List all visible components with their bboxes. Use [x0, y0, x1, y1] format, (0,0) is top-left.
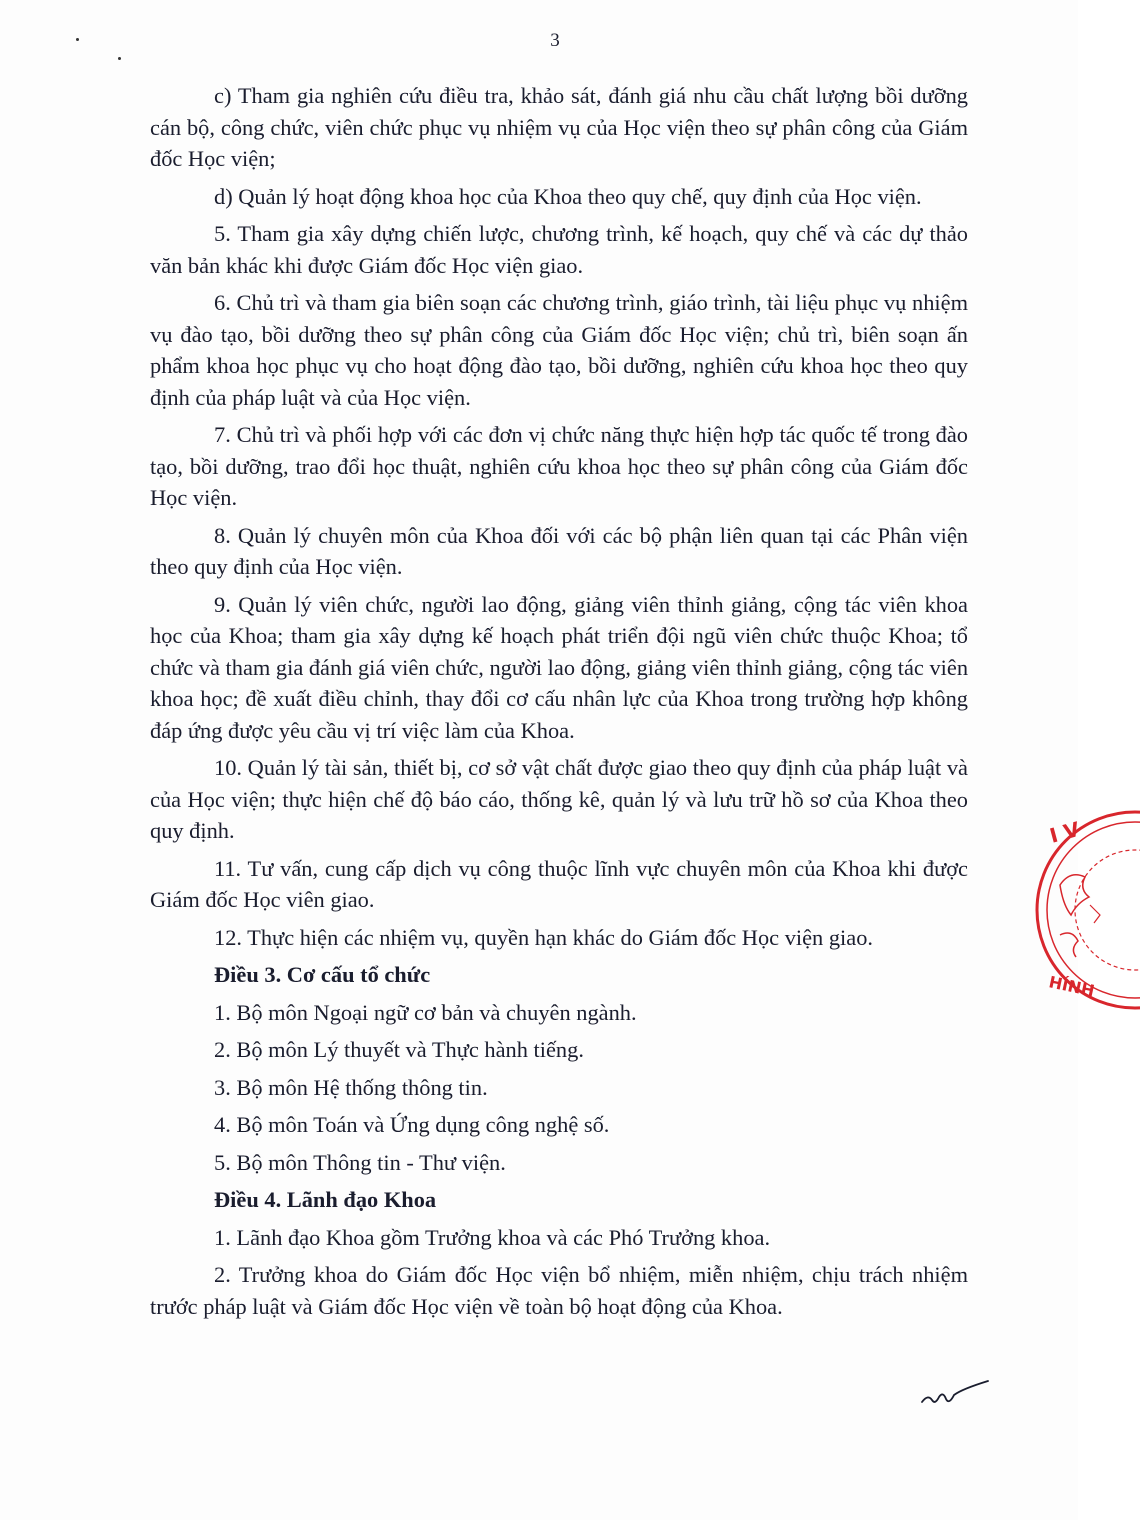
paragraph: 8. Quản lý chuyên môn của Khoa đối với các bộ phận liên quan tại các Phân viện theo quy định của Học viện.	[150, 522, 968, 579]
list-item: 4. Bộ môn Toán và Ứng dụng công nghệ số.	[214, 1112, 610, 1137]
paragraph: 9. Quản lý viên chức, người lao động, giảng viên thỉnh giảng, cộng tác viên khoa học của Khoa; tham gia xây dựng kế hoạch phát triển đội ngũ viên chức thuộc Khoa; tổ chức và tham gia đánh giá viên chức, người lao động, giảng viên thỉnh giảng, cộng tác viên khoa học; đề xuất điều chỉnh, thay đổi cơ cấu nhân lực của Khoa trong trường hợp không đáp ứng được yêu cầu vị trí việc làm của Khoa.	[150, 591, 969, 743]
document-body	[150, 80, 968, 1328]
list-item: 1. Bộ môn Ngoại ngữ cơ bản và chuyên ngành.	[214, 999, 637, 1025]
red-seal-stamp	[1030, 805, 1140, 1015]
scan-speck	[118, 57, 121, 60]
list-item: 12. Thực hiện các nhiệm vụ, quyền hạn khác do Giám đốc Học viện giao.	[214, 924, 873, 950]
paragraph: 2. Trưởng khoa do Giám đốc Học viện bổ nhiệm, miễn nhiệm, chịu trách nhiệm trước pháp luật và Giám đốc Học viện về toàn bộ hoạt động của Khoa.	[150, 1262, 968, 1319]
paragraph: 10. Quản lý tài sản, thiết bị, cơ sở vật chất được giao theo quy định của pháp luật và của Học viện; thực hiện chế độ báo cáo, thống kê, quản lý và lưu trữ hồ sơ của Khoa theo quy định.	[150, 755, 968, 843]
paragraph: d) Quản lý hoạt động khoa học của Khoa theo quy chế, quy định của Học viện.	[214, 183, 922, 209]
page-number: 3	[550, 30, 560, 51]
list-item: 2. Bộ môn Lý thuyết và Thực hành tiếng.	[214, 1037, 584, 1062]
signature-initial	[920, 1378, 990, 1408]
section-heading: Điều 4. Lãnh đạo Khoa	[214, 1187, 437, 1212]
paragraph: 6. Chủ trì và tham gia biên soạn các chương trình, giáo trình, tài liệu phục vụ nhiệm vụ đào tạo, bồi dưỡng theo sự phân công của Giám đốc Học viện; chủ trì, biên soạn ấn phẩm khoa học phục vụ cho hoạt động đào tạo, bồi dưỡng, nghiên cứu khoa học theo quy định của pháp luật và của Học viện.	[150, 290, 968, 410]
paragraph: 5. Tham gia xây dựng chiến lược, chương trình, kế hoạch, quy chế và các dự thảo văn bản khác khi được Giám đốc Học viện giao.	[150, 221, 968, 278]
svg-text:HÍNH: HÍNH	[1047, 972, 1097, 1001]
list-item: 1. Lãnh đạo Khoa gồm Trưởng khoa và các Phó Trưởng khoa.	[214, 1224, 771, 1250]
list-item: 5. Bộ môn Thông tin - Thư viện.	[214, 1149, 506, 1175]
paragraph: 7. Chủ trì và phối hợp với các đơn vị chức năng thực hiện hợp tác quốc tế trong đào tạo, bồi dưỡng, trao đổi học thuật, nghiên cứu khoa học theo sự phân công của Giám đốc Học viện.	[150, 422, 968, 510]
svg-text:I V: I V	[1047, 816, 1083, 848]
paragraph: c) Tham gia nghiên cứu điều tra, khảo sát, đánh giá nhu cầu chất lượng bồi dưỡng cán bộ, công chức, viên chức phục vụ nhiệm vụ của Học viện theo sự phân công của Giám đốc Học viện;	[150, 83, 968, 171]
section-heading: Điều 3. Cơ cấu tổ chức	[214, 962, 431, 987]
list-item: 3. Bộ môn Hệ thống thông tin.	[214, 1074, 488, 1100]
paragraph: 11. Tư vấn, cung cấp dịch vụ công thuộc lĩnh vực chuyên môn của Khoa khi được Giám đốc Học viên giao.	[150, 855, 968, 912]
